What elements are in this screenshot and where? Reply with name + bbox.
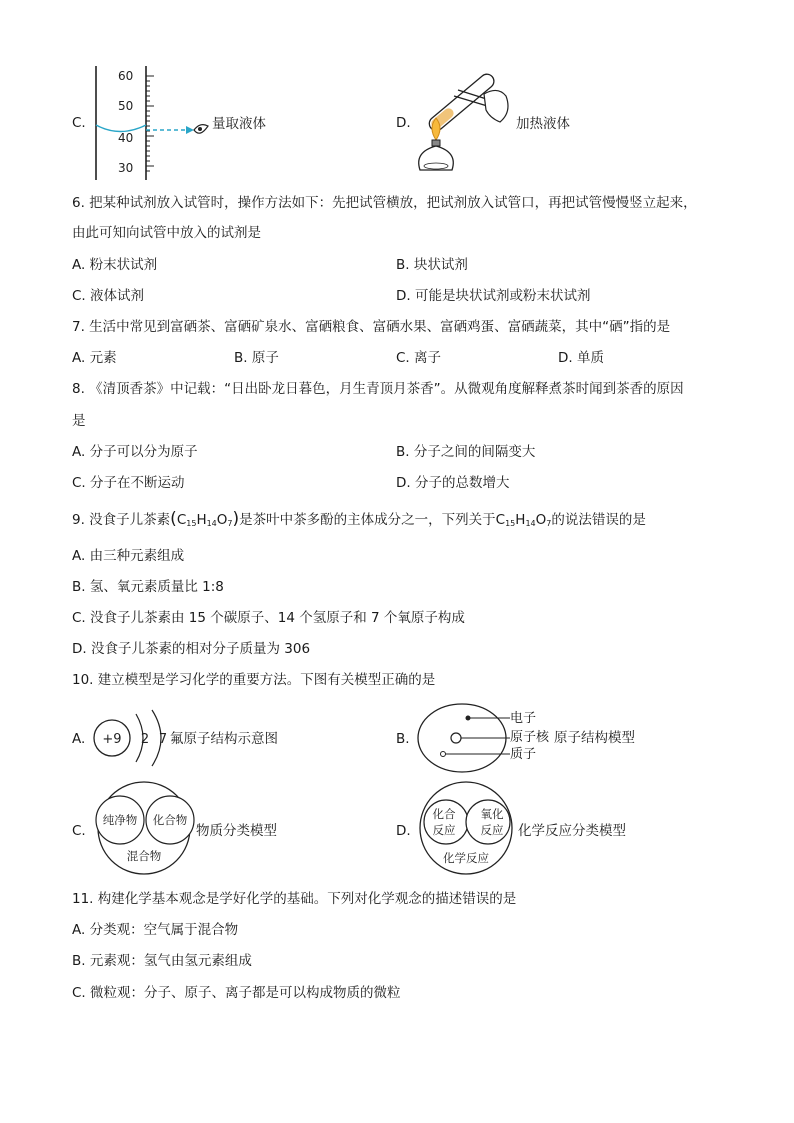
oxidation-text-2: 反应 bbox=[480, 823, 504, 837]
heating-liquid-figure bbox=[414, 66, 514, 176]
mixture-text: 混合物 bbox=[126, 849, 162, 863]
q9-option-b[interactable]: B. 氢、氧元素质量比 1:8 bbox=[72, 579, 224, 595]
reaction-classification-model bbox=[414, 780, 520, 876]
matter-classification-model bbox=[90, 780, 200, 876]
shell-1-electrons: 2 bbox=[140, 732, 150, 747]
shell-2-electrons: 7 bbox=[158, 732, 168, 747]
pure-substance-text: 纯净物 bbox=[102, 813, 138, 827]
tick-30: 30 bbox=[118, 161, 134, 175]
q6-option-d[interactable]: D. 可能是块状试剂或粉末状试剂 bbox=[396, 288, 591, 304]
q7-option-c[interactable]: C. 离子 bbox=[396, 350, 442, 366]
q9-option-c[interactable]: C. 没食子儿茶素由 15 个碳原子、14 个氢原子和 7 个氧原子构成 bbox=[72, 610, 465, 626]
combination-text-1: 化合 bbox=[432, 807, 456, 821]
tick-50: 50 bbox=[118, 99, 134, 113]
q7-option-a[interactable]: A. 元素 bbox=[72, 350, 117, 366]
q10-stem: 10. 建立模型是学习化学的重要方法。下图有关模型正确的是 bbox=[72, 672, 436, 688]
nucleus-charge: +9 bbox=[102, 732, 122, 747]
q7-option-b[interactable]: B. 原子 bbox=[234, 350, 279, 366]
q10-option-d-label[interactable]: D. bbox=[396, 823, 411, 839]
q5-option-c-caption: 量取液体 bbox=[212, 116, 266, 132]
q8-option-a[interactable]: A. 分子可以分为原子 bbox=[72, 444, 198, 460]
q8-stem-line1: 8. 《清顶香茶》中记载：“日出卧龙日暮色，月生青顶月茶香”。从微观角度解释煮茶时闻到茶香的原因 bbox=[72, 381, 684, 397]
q9-option-d[interactable]: D. 没食子儿茶素的相对分子质量为 306 bbox=[72, 641, 311, 657]
q10-b-electron-label: 电子 bbox=[510, 711, 537, 726]
q10-option-b-label[interactable]: B. bbox=[396, 731, 410, 747]
fluorine-atom-diagram bbox=[92, 706, 172, 770]
tick-40: 40 bbox=[118, 131, 134, 145]
q9-formula-2: $C_{15}H_{14}O_7$ bbox=[495, 512, 552, 528]
q5-option-d-label[interactable]: D. bbox=[396, 115, 411, 131]
q10-option-a-label[interactable]: A. bbox=[72, 731, 86, 747]
q6-stem-line2: 由此可知向试管中放入的试剂是 bbox=[72, 225, 261, 241]
hand-icon bbox=[484, 90, 508, 122]
q10-option-c-label[interactable]: C. bbox=[72, 823, 86, 839]
q10-b-proton-label: 质子 bbox=[510, 747, 537, 762]
q11-option-a[interactable]: A. 分类观：空气属于混合物 bbox=[72, 922, 239, 938]
q8-stem-line2: 是 bbox=[72, 413, 86, 429]
q11-option-b[interactable]: B. 元素观：氢气由氢元素组成 bbox=[72, 953, 252, 969]
q9-stem-mid: 是茶叶中茶多酚的主体成分之一，下列关于 bbox=[239, 512, 496, 528]
q6-option-a[interactable]: A. 粉末状试剂 bbox=[72, 257, 158, 273]
q9-stem: 9. 没食子儿茶素$(C_{15}H_{14}O_7)$是茶叶中茶多酚的主体成分之一，下列关于$C_{15}H_{14}O_7$的说法错误的是 bbox=[72, 509, 646, 529]
q10-option-d-caption: 化学反应分类模型 bbox=[518, 823, 626, 839]
nucleus-dot bbox=[451, 733, 461, 743]
tick-60: 60 bbox=[118, 69, 134, 83]
cylinder-ticks bbox=[146, 76, 154, 171]
q7-option-d[interactable]: D. 单质 bbox=[558, 350, 604, 366]
q9-formula-1: $C_{15}H_{14}O_7$ bbox=[176, 512, 233, 528]
q10-b-nucleus-label: 原子核 bbox=[510, 730, 550, 745]
q10-option-a-caption: 氟原子结构示意图 bbox=[170, 731, 278, 747]
q6-stem-line1: 6. 把某种试剂放入试管时，操作方法如下：先把试管横放，把试剂放入试管口，再把试管慢慢竖立起来， bbox=[72, 195, 697, 211]
q8-option-d[interactable]: D. 分子的总数增大 bbox=[396, 475, 510, 491]
q10-option-c-caption: 物质分类模型 bbox=[196, 823, 277, 839]
q8-option-c[interactable]: C. 分子在不断运动 bbox=[72, 475, 185, 491]
combination-text-2: 反应 bbox=[432, 823, 456, 837]
q11-stem: 11. 构建化学基本观念是学好化学的基础。下列对化学观念的描述错误的是 bbox=[72, 891, 517, 907]
q8-option-b[interactable]: B. 分子之间的间隔变大 bbox=[396, 444, 536, 460]
q11-option-c[interactable]: C. 微粒观：分子、原子、离子都是可以构成物质的微粒 bbox=[72, 985, 401, 1001]
proton-dot bbox=[441, 752, 446, 757]
q10-option-b-caption: 原子结构模型 bbox=[554, 730, 635, 746]
q9-stem-pre: 9. 没食子儿茶素 bbox=[72, 512, 171, 528]
q7-stem: 7. 生活中常见到富硒茶、富硒矿泉水、富硒粮食、富硒水果、富硒鸡蛋、富硒蔬菜，其中“硒”指的是 bbox=[72, 319, 671, 335]
electron-dot bbox=[466, 716, 471, 721]
graduated-cylinder-figure bbox=[90, 62, 210, 184]
q9-stem-post: 的说法错误的是 bbox=[551, 512, 646, 528]
atom-structure-model bbox=[416, 702, 516, 774]
q9-option-a[interactable]: A. 由三种元素组成 bbox=[72, 548, 185, 564]
q6-option-c[interactable]: C. 液体试剂 bbox=[72, 288, 145, 304]
chemical-reaction-text: 化学反应 bbox=[443, 851, 489, 865]
q5-option-d-caption: 加热液体 bbox=[516, 116, 570, 132]
q5-option-c-label[interactable]: C. bbox=[72, 115, 86, 131]
q6-option-b[interactable]: B. 块状试剂 bbox=[396, 257, 468, 273]
oxidation-text-1: 氧化 bbox=[480, 807, 504, 821]
compound-text: 化合物 bbox=[152, 813, 188, 827]
